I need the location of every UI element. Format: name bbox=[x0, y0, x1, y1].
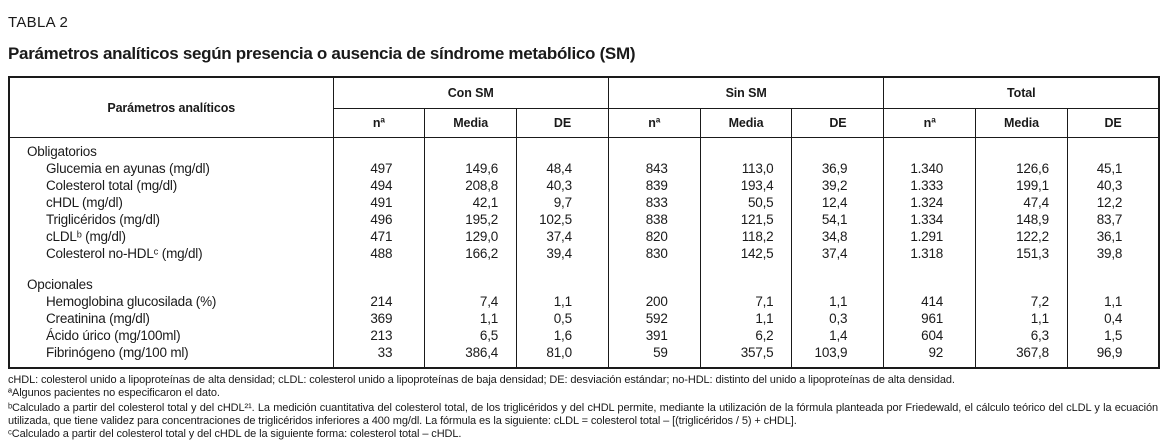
cell-value: 199,1 bbox=[976, 177, 1068, 194]
cell-value: 118,2 bbox=[700, 228, 792, 245]
empty-cell bbox=[425, 138, 517, 161]
cell-value: 129,0 bbox=[425, 228, 517, 245]
section-row bbox=[9, 138, 1159, 161]
column-header-parameters: Parámetros analíticos bbox=[9, 77, 333, 138]
cell-value: 1,1 bbox=[700, 310, 792, 327]
empty-cell bbox=[700, 138, 792, 161]
subheader-media: Media bbox=[700, 108, 792, 138]
cell-value: 0,5 bbox=[517, 310, 609, 327]
column-group-con-sm: Con SM bbox=[333, 77, 608, 108]
cell-value: 37,4 bbox=[792, 245, 884, 262]
subheader-de: DE bbox=[792, 108, 884, 138]
cell-value: 367,8 bbox=[976, 344, 1068, 368]
cell-value: 1.291 bbox=[884, 228, 976, 245]
cell-value: 113,0 bbox=[700, 160, 792, 177]
cell-value: 83,7 bbox=[1067, 211, 1159, 228]
cell-value: 214 bbox=[333, 293, 425, 310]
cell-value: 6,3 bbox=[976, 327, 1068, 344]
table-row bbox=[9, 177, 1159, 194]
cell-value: 166,2 bbox=[425, 245, 517, 262]
footnote-a: ªAlgunos pacientes no especificaron el dato. bbox=[8, 387, 220, 399]
cell-value: 54,1 bbox=[792, 211, 884, 228]
row-label: cLDLᵇ (mg/dl) bbox=[46, 229, 126, 244]
row-label: Creatinina (mg/dl) bbox=[46, 311, 150, 326]
cell-value: 39,8 bbox=[1067, 245, 1159, 262]
footnote-b: ᵇCalculado a partir del colesterol total y del cHDL²¹. La medición cuantitativa del colesterol total, de los triglicéridos y del cHDL permite, mediante la utilización de la fórmula planteada por Friedewald, el cálculo teórico del cLDL y la ecuación utilizada, que tiene validez para concentraciones de triglicéridos inferiores a 400 mg/dl. La fórmula es la siguiente: cLDL = colesterol total – [(triglicéridos / 5) + cHDL]. bbox=[8, 402, 1158, 427]
table-title: Parámetros analíticos según presencia o ausencia de síndrome metabólico (SM) bbox=[8, 44, 636, 63]
cell-value: 151,3 bbox=[976, 245, 1068, 262]
row-label: Ácido úrico (mg/100ml) bbox=[46, 328, 181, 343]
cell-value: 42,1 bbox=[425, 194, 517, 211]
cell-value: 369 bbox=[333, 310, 425, 327]
table-row bbox=[9, 310, 1159, 327]
empty-cell bbox=[884, 138, 976, 161]
cell-value: 0,4 bbox=[1067, 310, 1159, 327]
cell-value: 59 bbox=[608, 344, 700, 368]
cell-value: 193,4 bbox=[700, 177, 792, 194]
row-label: cHDL (mg/dl) bbox=[46, 195, 123, 210]
cell-value: 496 bbox=[333, 211, 425, 228]
cell-value: 1,1 bbox=[517, 293, 609, 310]
cell-value: 37,4 bbox=[517, 228, 609, 245]
cell-value: 820 bbox=[608, 228, 700, 245]
cell-value: 96,9 bbox=[1067, 344, 1159, 368]
row-label: Fibrinógeno (mg/100 ml) bbox=[46, 345, 189, 360]
empty-cell bbox=[333, 262, 425, 293]
cell-value: 497 bbox=[333, 160, 425, 177]
cell-value: 39,2 bbox=[792, 177, 884, 194]
section-title: Opcionales bbox=[27, 277, 93, 292]
cell-value: 40,3 bbox=[517, 177, 609, 194]
cell-value: 1,5 bbox=[1067, 327, 1159, 344]
cell-value: 833 bbox=[608, 194, 700, 211]
cell-value: 386,4 bbox=[425, 344, 517, 368]
cell-value: 213 bbox=[333, 327, 425, 344]
cell-value: 103,9 bbox=[792, 344, 884, 368]
subheader-n: nª bbox=[884, 108, 976, 138]
cell-value: 7,2 bbox=[976, 293, 1068, 310]
cell-value: 50,5 bbox=[700, 194, 792, 211]
cell-value: 592 bbox=[608, 310, 700, 327]
cell-value: 12,4 bbox=[792, 194, 884, 211]
cell-value: 6,5 bbox=[425, 327, 517, 344]
cell-value: 1.324 bbox=[884, 194, 976, 211]
subheader-de: DE bbox=[517, 108, 609, 138]
cell-value: 6,2 bbox=[700, 327, 792, 344]
column-group-sin-sm: Sin SM bbox=[608, 77, 883, 108]
analytic-parameters-table bbox=[8, 76, 1160, 369]
table-footnotes bbox=[8, 374, 1158, 441]
cell-value: 1.318 bbox=[884, 245, 976, 262]
cell-value: 121,5 bbox=[700, 211, 792, 228]
cell-value: 102,5 bbox=[517, 211, 609, 228]
row-label: Colesterol total (mg/dl) bbox=[46, 178, 177, 193]
table-row bbox=[9, 228, 1159, 245]
table-row bbox=[9, 245, 1159, 262]
cell-value: 961 bbox=[884, 310, 976, 327]
header-row-groups bbox=[9, 77, 1159, 108]
cell-value: 9,7 bbox=[517, 194, 609, 211]
empty-cell bbox=[333, 138, 425, 161]
cell-value: 48,4 bbox=[517, 160, 609, 177]
cell-value: 195,2 bbox=[425, 211, 517, 228]
row-label: Triglicéridos (mg/dl) bbox=[46, 212, 160, 227]
cell-value: 7,4 bbox=[425, 293, 517, 310]
cell-value: 1.340 bbox=[884, 160, 976, 177]
empty-cell bbox=[517, 138, 609, 161]
cell-value: 1,4 bbox=[792, 327, 884, 344]
cell-value: 1.333 bbox=[884, 177, 976, 194]
cell-value: 843 bbox=[608, 160, 700, 177]
empty-cell bbox=[517, 262, 609, 293]
cell-value: 7,1 bbox=[700, 293, 792, 310]
cell-value: 47,4 bbox=[976, 194, 1068, 211]
empty-cell bbox=[700, 262, 792, 293]
empty-cell bbox=[976, 138, 1068, 161]
empty-cell bbox=[608, 138, 700, 161]
cell-value: 148,9 bbox=[976, 211, 1068, 228]
cell-value: 488 bbox=[333, 245, 425, 262]
cell-value: 471 bbox=[333, 228, 425, 245]
cell-value: 81,0 bbox=[517, 344, 609, 368]
cell-value: 839 bbox=[608, 177, 700, 194]
subheader-media: Media bbox=[976, 108, 1068, 138]
cell-value: 494 bbox=[333, 177, 425, 194]
footnote-abbreviations: cHDL: colesterol unido a lipoproteínas de alta densidad; cLDL: colesterol unido a lipoproteínas de baja densidad; DE: desviación estándar; no-HDL: distinto del unido a lipoproteínas de alta densidad. bbox=[8, 374, 955, 386]
section-row bbox=[9, 262, 1159, 293]
table-row bbox=[9, 293, 1159, 310]
cell-value: 142,5 bbox=[700, 245, 792, 262]
cell-value: 1,1 bbox=[1067, 293, 1159, 310]
table-row bbox=[9, 211, 1159, 228]
cell-value: 122,2 bbox=[976, 228, 1068, 245]
cell-value: 0,3 bbox=[792, 310, 884, 327]
subheader-n: nª bbox=[333, 108, 425, 138]
cell-value: 357,5 bbox=[700, 344, 792, 368]
cell-value: 39,4 bbox=[517, 245, 609, 262]
table-row bbox=[9, 194, 1159, 211]
cell-value: 1,1 bbox=[976, 310, 1068, 327]
cell-value: 1.334 bbox=[884, 211, 976, 228]
cell-value: 92 bbox=[884, 344, 976, 368]
table-number-label: TABLA 2 bbox=[8, 14, 69, 31]
cell-value: 391 bbox=[608, 327, 700, 344]
cell-value: 36,1 bbox=[1067, 228, 1159, 245]
table-row bbox=[9, 327, 1159, 344]
cell-value: 200 bbox=[608, 293, 700, 310]
cell-value: 126,6 bbox=[976, 160, 1068, 177]
empty-cell bbox=[792, 138, 884, 161]
cell-value: 45,1 bbox=[1067, 160, 1159, 177]
cell-value: 40,3 bbox=[1067, 177, 1159, 194]
empty-cell bbox=[884, 262, 976, 293]
cell-value: 838 bbox=[608, 211, 700, 228]
row-label: Glucemia en ayunas (mg/dl) bbox=[46, 161, 210, 176]
empty-cell bbox=[608, 262, 700, 293]
subheader-n: nª bbox=[608, 108, 700, 138]
cell-value: 34,8 bbox=[792, 228, 884, 245]
cell-value: 1,6 bbox=[517, 327, 609, 344]
row-label: Hemoglobina glucosilada (%) bbox=[46, 294, 217, 309]
cell-value: 149,6 bbox=[425, 160, 517, 177]
empty-cell bbox=[1067, 138, 1159, 161]
cell-value: 33 bbox=[333, 344, 425, 368]
empty-cell bbox=[1067, 262, 1159, 293]
cell-value: 1,1 bbox=[425, 310, 517, 327]
subheader-de: DE bbox=[1067, 108, 1159, 138]
table-row bbox=[9, 160, 1159, 177]
cell-value: 12,2 bbox=[1067, 194, 1159, 211]
empty-cell bbox=[792, 262, 884, 293]
empty-cell bbox=[976, 262, 1068, 293]
cell-value: 36,9 bbox=[792, 160, 884, 177]
cell-value: 414 bbox=[884, 293, 976, 310]
section-title: Obligatorios bbox=[27, 144, 97, 159]
empty-cell bbox=[425, 262, 517, 293]
table-row bbox=[9, 344, 1159, 368]
cell-value: 830 bbox=[608, 245, 700, 262]
row-label: Colesterol no-HDLᶜ (mg/dl) bbox=[46, 246, 203, 261]
subheader-media: Media bbox=[425, 108, 517, 138]
cell-value: 491 bbox=[333, 194, 425, 211]
cell-value: 208,8 bbox=[425, 177, 517, 194]
footnote-c: ᶜCalculado a partir del colesterol total y del cHDL de la siguiente forma: colesterol total – cHDL. bbox=[8, 428, 462, 440]
cell-value: 1,1 bbox=[792, 293, 884, 310]
column-group-total: Total bbox=[884, 77, 1159, 108]
cell-value: 604 bbox=[884, 327, 976, 344]
